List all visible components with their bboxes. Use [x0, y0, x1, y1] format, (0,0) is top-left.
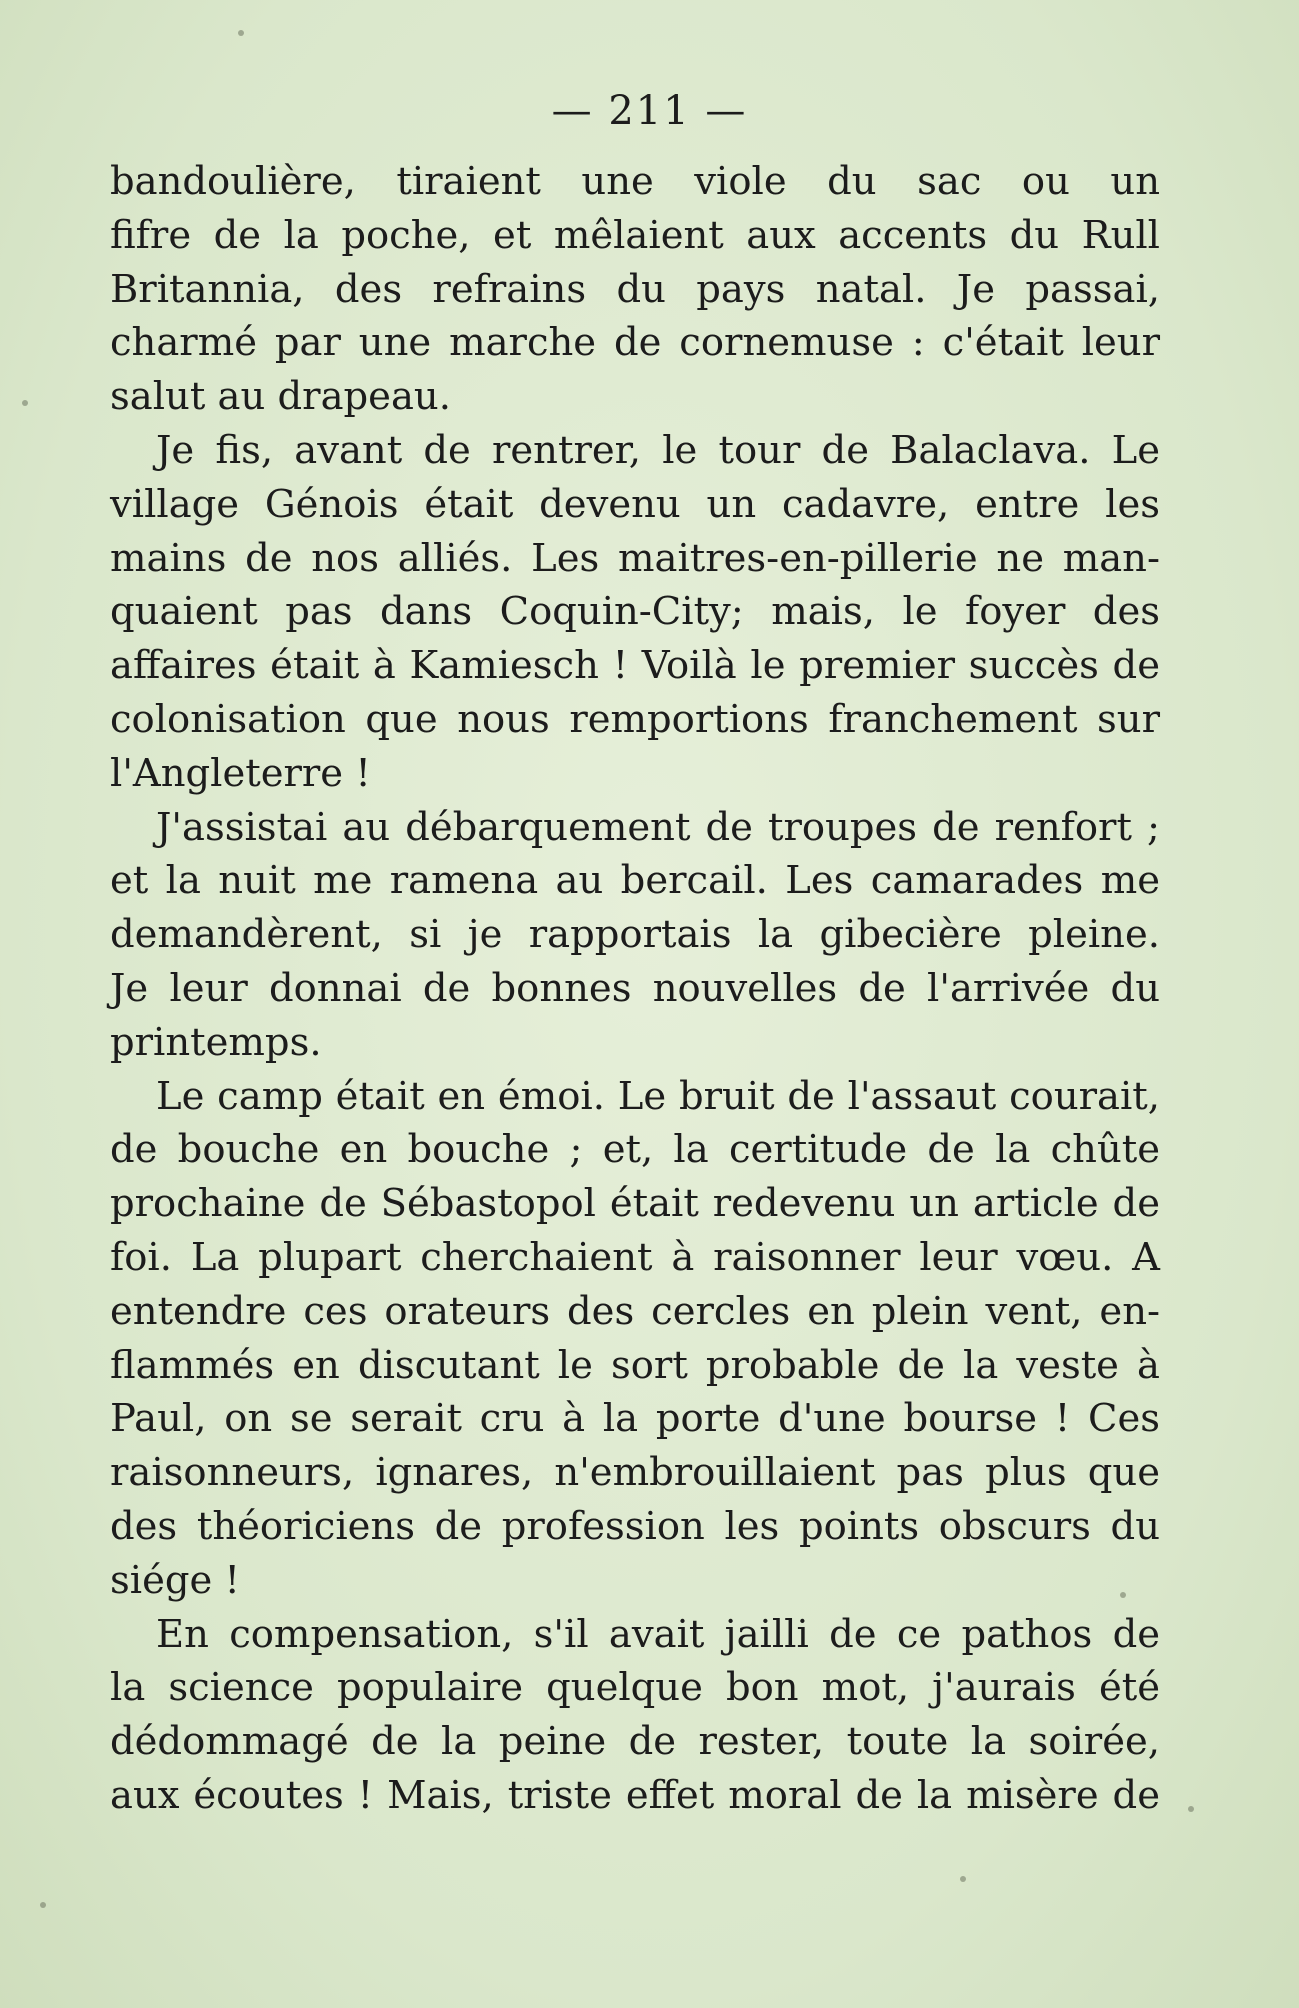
paper-speck — [1188, 1806, 1194, 1812]
text-line: En compensation, s'il avait jailli de ce pathos de — [156, 1611, 1160, 1657]
text-line: mains de nos alliés. Les maitres-en-pillerie ne man- — [110, 535, 1160, 581]
text-line: bandoulière, tiraient une viole du sac ou un — [110, 159, 1160, 204]
text-line: Le camp était en émoi. Le bruit de l'assaut courait, — [156, 1073, 1160, 1119]
text-line: de bouche en bouche ; et, la certitude de la chûte — [110, 1127, 1160, 1173]
paper-speck — [238, 30, 244, 36]
text-line: et la nuit me ramena au bercail. Les camarades me — [110, 858, 1160, 904]
text-line: entendre ces orateurs des cercles en plein vent, en- — [110, 1288, 1160, 1334]
text-line: printemps. — [110, 1019, 322, 1065]
text-line: charmé par une marche de cornemuse : c'était leur — [110, 320, 1160, 366]
text-line: prochaine de Sébastopol était redevenu un article de — [110, 1181, 1160, 1227]
text-line: foi. La plupart cherchaient à raisonner leur vœu. A — [110, 1234, 1160, 1280]
text-line: quaient pas dans Coquin-City; mais, le foyer des — [110, 589, 1160, 635]
text-line: demandèrent, si je rapportais la gibecière pleine. — [110, 912, 1160, 958]
text-line: salut au drapeau. — [110, 374, 451, 420]
text-line: raisonneurs, ignares, n'embrouillaient pas plus que — [110, 1450, 1160, 1496]
text-line: Britannia, des refrains du pays natal. Je passai, — [110, 266, 1160, 312]
paper-speck — [40, 1902, 46, 1908]
paper-speck — [1120, 1592, 1126, 1598]
body-text — [110, 155, 1160, 1823]
text-line: la science populaire quelque bon mot, j'aurais été — [110, 1665, 1160, 1711]
text-line: l'Angleterre ! — [110, 750, 371, 796]
text-line: colonisation que nous remportions franchement sur — [110, 696, 1160, 742]
page-number: — 211 — — [551, 88, 748, 134]
text-line: J'assistai au débarquement de troupes de renfort ; — [156, 804, 1160, 850]
text-line: fifre de la poche, et mêlaient aux accents du Rull — [110, 212, 1160, 258]
text-line: Je fis, avant de rentrer, le tour de Balaclava. Le — [156, 427, 1160, 473]
text-line: des théoriciens de profession les points obscurs du — [110, 1503, 1160, 1549]
paper-speck — [960, 1876, 966, 1882]
text-line: Paul, on se serait cru à la porte d'une bourse ! Ces — [110, 1396, 1160, 1442]
text-line: affaires était à Kamiesch ! Voilà le premier succès de — [110, 643, 1160, 689]
text-line: siége ! — [110, 1557, 240, 1603]
text-line: village Génois était devenu un cadavre, entre les — [110, 481, 1160, 527]
paper-speck — [22, 400, 28, 406]
text-line: aux écoutes ! Mais, triste effet moral de la misère de — [110, 1772, 1160, 1818]
text-line: Je leur donnai de bonnes nouvelles de l'arrivée du — [110, 965, 1160, 1011]
text-line: flammés en discutant le sort probable de la veste à — [110, 1342, 1160, 1388]
text-line: dédommagé de la peine de rester, toute la soirée, — [110, 1719, 1160, 1765]
